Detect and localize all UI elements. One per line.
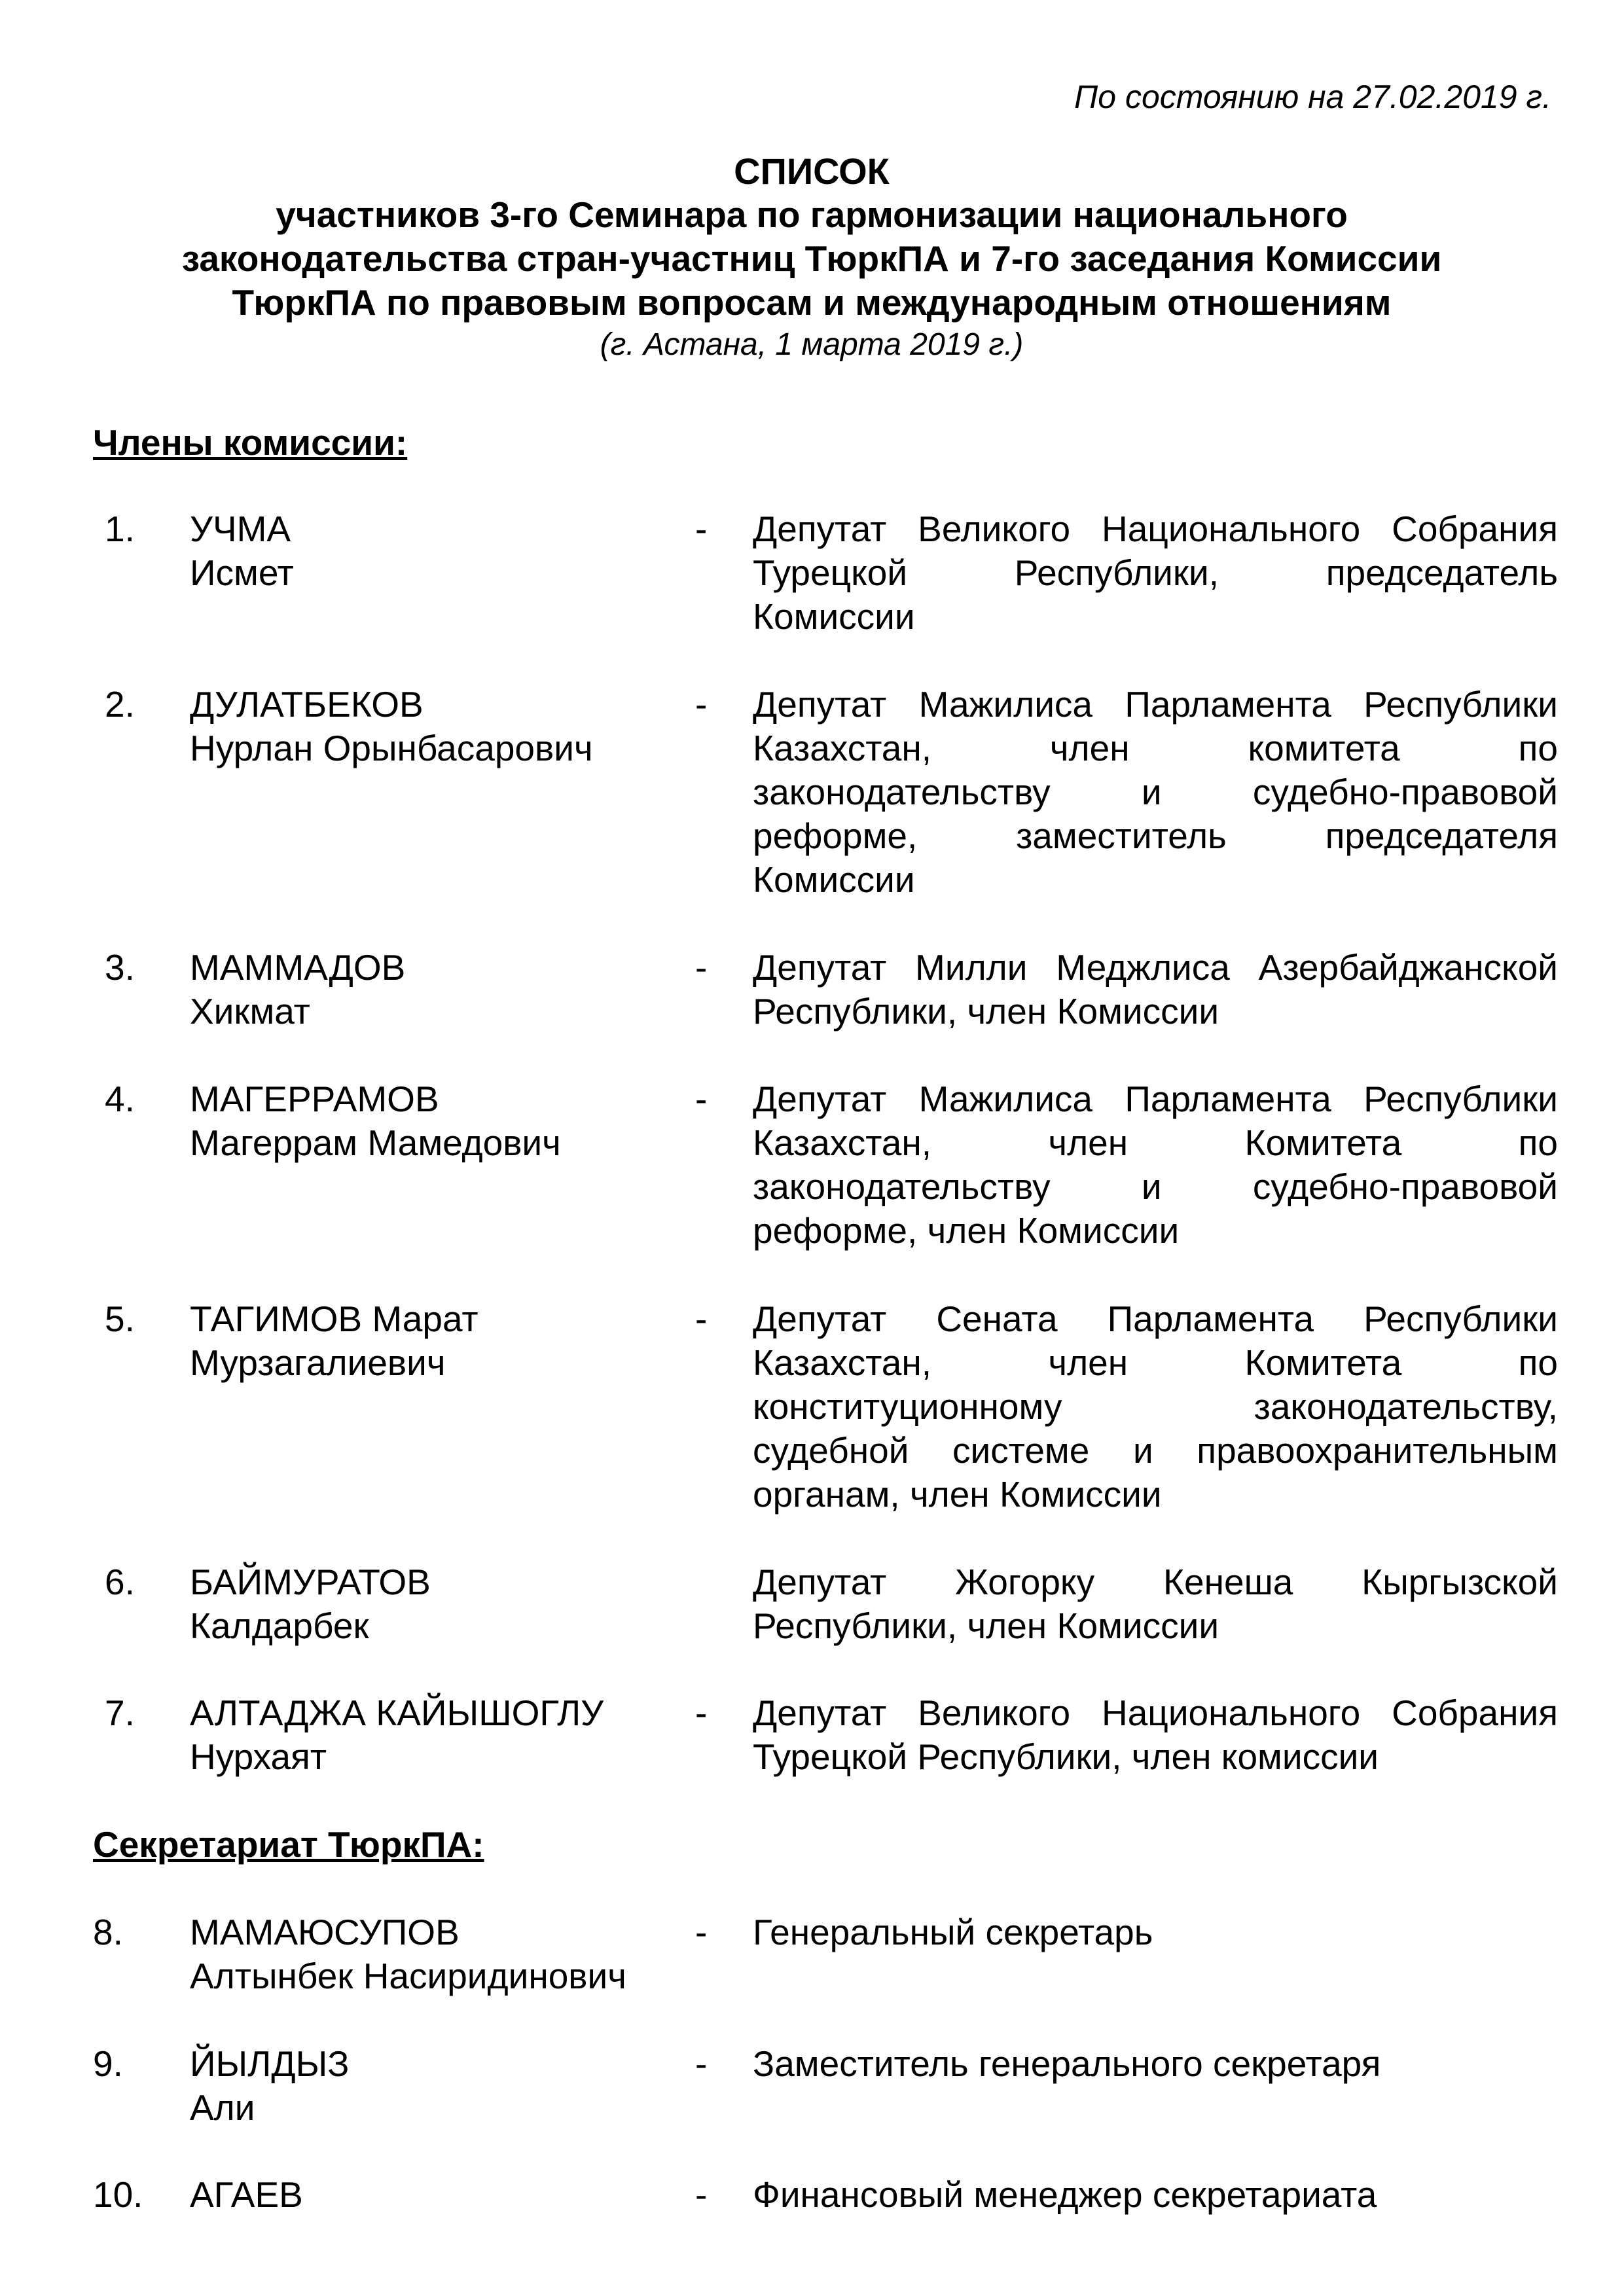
section-heading-members: Члены комиссии: [93, 422, 408, 463]
participant-surname: ЙЫЛДЫЗ [190, 2043, 350, 2084]
participant-given-name: Нурхаят [190, 1736, 327, 1777]
title-main: СПИСОК [734, 151, 890, 192]
position-line: Заместитель генерального секретаря [753, 2043, 1381, 2084]
position-line: органам, член Комиссии [753, 1474, 1162, 1515]
participant-position [753, 2173, 1558, 2217]
position-line: Депутат Жогорку Кенеша Кыргызской [753, 1562, 1558, 1602]
participant-name [190, 1691, 661, 1779]
participant-surname: МАММАДОВ [190, 947, 406, 988]
item-number: 6. [105, 1562, 135, 1602]
separator-dash: - [695, 1912, 708, 1952]
separator-dash: - [695, 1693, 708, 1733]
position-line: Депутат Великого Национального Собрания [753, 1693, 1558, 1733]
title-line-3: ТюркПА по правовым вопросам и международным отношениям [232, 282, 1392, 323]
separator-dash: - [695, 2043, 708, 2084]
participant-position [753, 1691, 1558, 1779]
position-line: судебной системе и правоохранительным [753, 1430, 1558, 1471]
document-title [79, 149, 1545, 365]
item-number: 2. [105, 684, 135, 725]
participant-surname: МАМАЮСУПОВ [190, 1912, 460, 1952]
position-line: законодательству и судебно-правовой [753, 1166, 1558, 1207]
item-number: 1. [105, 509, 135, 549]
participant-position [753, 1910, 1558, 1954]
position-line: Депутат Мажилиса Парламента Республики [753, 684, 1558, 725]
participant-given-name: Али [190, 2087, 255, 2128]
position-line: Казахстан, член Комитета по [753, 1342, 1558, 1383]
position-line: Казахстан, член комитета по [753, 728, 1558, 768]
participant-surname: АЛТАДЖА КАЙЫШОГЛУ [190, 1693, 604, 1733]
separator-dash: - [695, 2174, 708, 2215]
item-number: 7. [105, 1693, 135, 1733]
separator-dash: - [695, 1299, 708, 1339]
participant-surname: БАЙМУРАТОВ [190, 1562, 431, 1602]
position-line: Республики, член Комиссии [753, 1605, 1219, 1646]
participant-position [753, 1560, 1558, 1648]
title-line-1: участников 3-го Семинара по гармонизации национального [276, 194, 1348, 235]
position-line: Финансовый менеджер секретариата [753, 2174, 1377, 2215]
participant-name [190, 2042, 661, 2130]
position-line: Республики, член Комиссии [753, 991, 1219, 1031]
participant-surname: УЧМА [190, 509, 291, 549]
position-line: конституционному законодательству, [753, 1386, 1558, 1427]
participant-given-name: Магеррам Мамедович [190, 1122, 561, 1163]
participant-surname: МАГЕРРАМОВ [190, 1079, 439, 1119]
position-line: Депутат Милли Меджлиса Азербайджанской [753, 947, 1558, 988]
participant-given-name: Калдарбек [190, 1605, 369, 1646]
participant-given-name: Хикмат [190, 991, 310, 1031]
participant-position [753, 2042, 1558, 2086]
position-line: Депутат Сената Парламента Республики [753, 1299, 1558, 1339]
title-line-2: законодательства стран-участниц ТюркПА и 7-го заседания Комиссии [181, 238, 1442, 279]
position-line: Генеральный секретарь [753, 1912, 1153, 1952]
position-line: Казахстан, член Комитета по [753, 1122, 1558, 1163]
position-line: реформе, член Комиссии [753, 1210, 1180, 1251]
participant-name [190, 507, 661, 595]
participant-name [190, 683, 661, 770]
participant-position [753, 1297, 1558, 1516]
participant-name [190, 1077, 661, 1165]
title-place-date: (г. Астана, 1 марта 2019 г.) [600, 327, 1024, 362]
item-number: 4. [105, 1079, 135, 1119]
item-number: 9. [93, 2043, 123, 2084]
as-of-date: По состоянию на 27.02.2019 г. [1074, 79, 1551, 115]
participant-given-name: Нурлан Орынбасарович [190, 728, 593, 768]
participant-surname: АГАЕВ [190, 2174, 303, 2215]
item-number: 5. [105, 1299, 135, 1339]
position-line: Турецкой Республики, член комиссии [753, 1736, 1379, 1777]
item-number: 10. [93, 2174, 143, 2215]
position-line: реформе, заместитель председателя [753, 816, 1558, 856]
participant-position [753, 683, 1558, 902]
position-line: Депутат Великого Национального Собрания [753, 509, 1558, 549]
separator-dash: - [695, 684, 708, 725]
participant-name [190, 2173, 661, 2217]
position-line: Комиссии [753, 596, 915, 637]
participant-position [753, 946, 1558, 1033]
participant-position [753, 507, 1558, 639]
item-number: 8. [93, 1912, 123, 1952]
item-number: 3. [105, 947, 135, 988]
participant-given-name: Мурзагалиевич [190, 1342, 446, 1383]
separator-dash: - [695, 947, 708, 988]
participant-given-name: Исмет [190, 552, 294, 593]
participant-name [190, 1560, 661, 1648]
participant-name [190, 1910, 661, 1998]
participant-surname: ТАГИМОВ Марат [190, 1299, 478, 1339]
position-line: Комиссии [753, 859, 915, 900]
participant-name [190, 1297, 661, 1385]
participant-surname: ДУЛАТБЕКОВ [190, 684, 424, 725]
participant-position [753, 1077, 1558, 1253]
participant-name [190, 946, 661, 1033]
separator-dash: - [695, 509, 708, 549]
separator-dash: - [695, 1079, 708, 1119]
position-line: Депутат Мажилиса Парламента Республики [753, 1079, 1558, 1119]
section-heading-secretariat: Секретариат ТюркПА: [93, 1824, 484, 1865]
participant-given-name: Алтынбек Насиридинович [190, 1956, 626, 1996]
position-line: законодательству и судебно-правовой [753, 772, 1558, 812]
position-line: Турецкой Республики, председатель [753, 552, 1558, 593]
